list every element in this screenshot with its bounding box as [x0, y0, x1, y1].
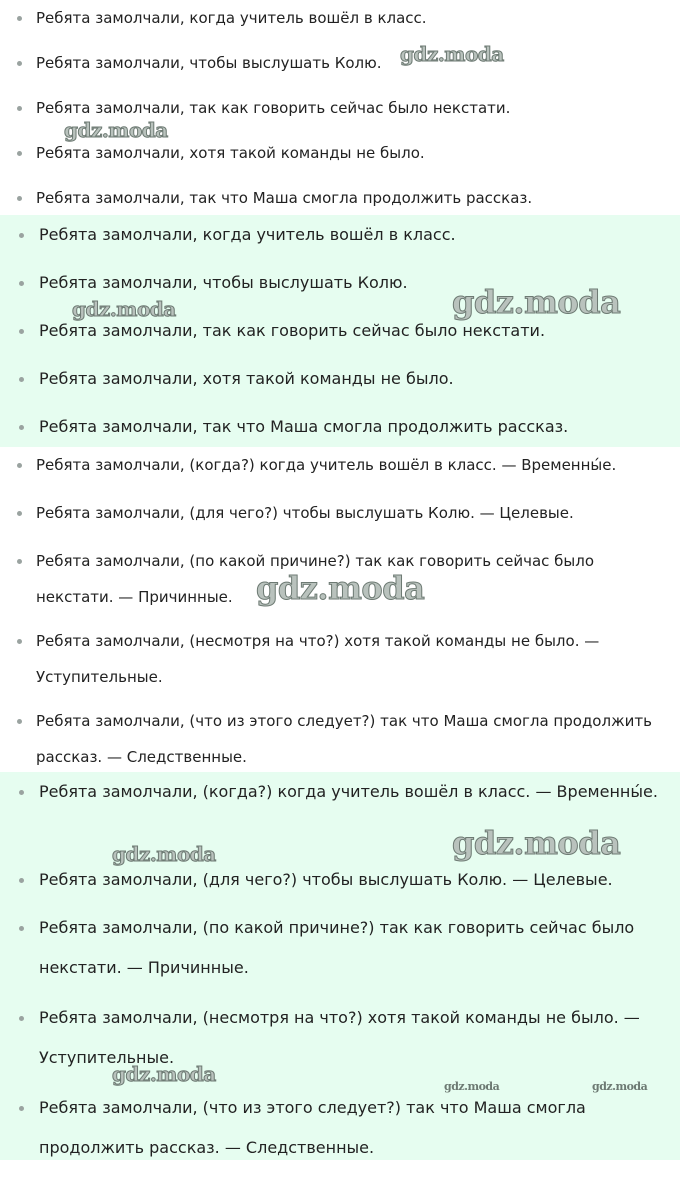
list-item — [0, 623, 680, 703]
sentence-text: Ребята замолчали, чтобы выслушать Колю. — [39, 273, 408, 292]
sentence-text: Ребята замолчали, (по какой причине?) так как говорить сейчас было некстати. — Причинные. — [36, 552, 595, 606]
sentence-text: Ребята замолчали, (когда?) когда учитель вошёл в класс. — Временны́е. — [36, 456, 617, 474]
bullet-icon — [17, 719, 22, 724]
sentence-text: Ребята замолчали, хотя такой команды не было. — [36, 144, 425, 162]
list-item — [0, 860, 680, 908]
sentence-text: Ребята замолчали, так как говорить сейчас было некстати. — [39, 321, 546, 340]
watermark: gdz.moda — [256, 569, 425, 607]
list-item — [0, 1088, 680, 1178]
list-item — [0, 359, 680, 407]
sentence-text: Ребята замолчали, (что из этого следует?) так что Маша смогла продолжить рассказ. — Следственные. — [36, 712, 652, 766]
list-item — [0, 447, 680, 495]
bullet-icon — [17, 61, 22, 66]
bullet-icon — [19, 425, 24, 430]
list-item — [0, 908, 680, 998]
list-item — [0, 0, 680, 45]
bullet-icon — [19, 329, 24, 334]
sentence-text: Ребята замолчали, так что Маша смогла продолжить рассказ. — [36, 189, 533, 207]
bullet-icon — [19, 878, 24, 883]
sentence-text: Ребята замолчали, чтобы выслушать Колю. — [36, 54, 382, 72]
sentence-text: Ребята замолчали, так как говорить сейчас было некстати. — [36, 99, 511, 117]
bullet-icon — [19, 377, 24, 382]
bullet-icon — [17, 511, 22, 516]
watermark: gdz.moda — [452, 283, 621, 321]
bullet-icon — [19, 281, 24, 286]
sentence-text: Ребята замолчали, когда учитель вошёл в класс. — [36, 9, 427, 27]
sentence-text: Ребята замолчали, (для чего?) чтобы выслушать Колю. — Целевые. — [36, 504, 574, 522]
list-item — [0, 772, 680, 860]
list-item — [0, 215, 680, 263]
list-item — [0, 311, 680, 359]
watermark: gdz.moda — [400, 42, 504, 66]
list-item — [0, 263, 680, 311]
sentence-text: Ребята замолчали, (когда?) когда учитель вошёл в класс. — Временны́е. — [39, 782, 658, 801]
sentence-text: Ребята замолчали, когда учитель вошёл в класс. — [39, 225, 456, 244]
green-sentence-list — [0, 215, 680, 447]
list-item — [0, 495, 680, 543]
sentence-text: Ребята замолчали, хотя такой команды не было. — [39, 369, 454, 388]
bullet-icon — [17, 196, 22, 201]
bullet-icon — [17, 16, 22, 21]
sentence-text: Ребята замолчали, (что из этого следует?) так что Маша смогла продолжить рассказ. — Следственные. — [39, 1098, 586, 1157]
watermark: gdz.moda — [72, 297, 176, 321]
list-item — [0, 703, 680, 783]
sentence-text: Ребята замолчали, так что Маша смогла продолжить рассказ. — [39, 417, 569, 436]
watermark: gdz.moda — [112, 842, 216, 866]
sentence-text: Ребята замолчали, (для чего?) чтобы выслушать Колю. — Целевые. — [39, 870, 613, 889]
bullet-icon — [17, 106, 22, 111]
plain-sentence-list — [0, 0, 680, 215]
bullet-icon — [19, 790, 24, 795]
bullet-icon — [17, 151, 22, 156]
bullet-icon — [19, 1106, 24, 1111]
plain-detailed-list — [0, 447, 680, 772]
bullet-icon — [19, 233, 24, 238]
bullet-icon — [17, 639, 22, 644]
bullet-icon — [19, 1016, 24, 1021]
list-item — [0, 135, 680, 180]
watermark: gdz.moda — [452, 824, 621, 862]
watermark: gdz.moda — [444, 1080, 500, 1093]
watermark: gdz.moda — [64, 118, 168, 142]
bullet-icon — [17, 463, 22, 468]
bullet-icon — [19, 926, 24, 931]
list-item — [0, 543, 680, 623]
list-item — [0, 998, 680, 1088]
watermark: gdz.moda — [592, 1080, 648, 1093]
sentence-text: Ребята замолчали, (по какой причине?) так как говорить сейчас было некстати. — Причинные. — [39, 918, 635, 977]
watermark: gdz.moda — [112, 1062, 216, 1086]
sentence-text: Ребята замолчали, (несмотря на что?) хотя такой команды не было. — Уступительные. — [39, 1008, 640, 1067]
list-item — [0, 90, 680, 135]
list-item — [0, 45, 680, 90]
bullet-icon — [17, 559, 22, 564]
sentence-text: Ребята замолчали, (несмотря на что?) хотя такой команды не было. — Уступительные. — [36, 632, 600, 686]
green-detailed-list — [0, 772, 680, 1160]
